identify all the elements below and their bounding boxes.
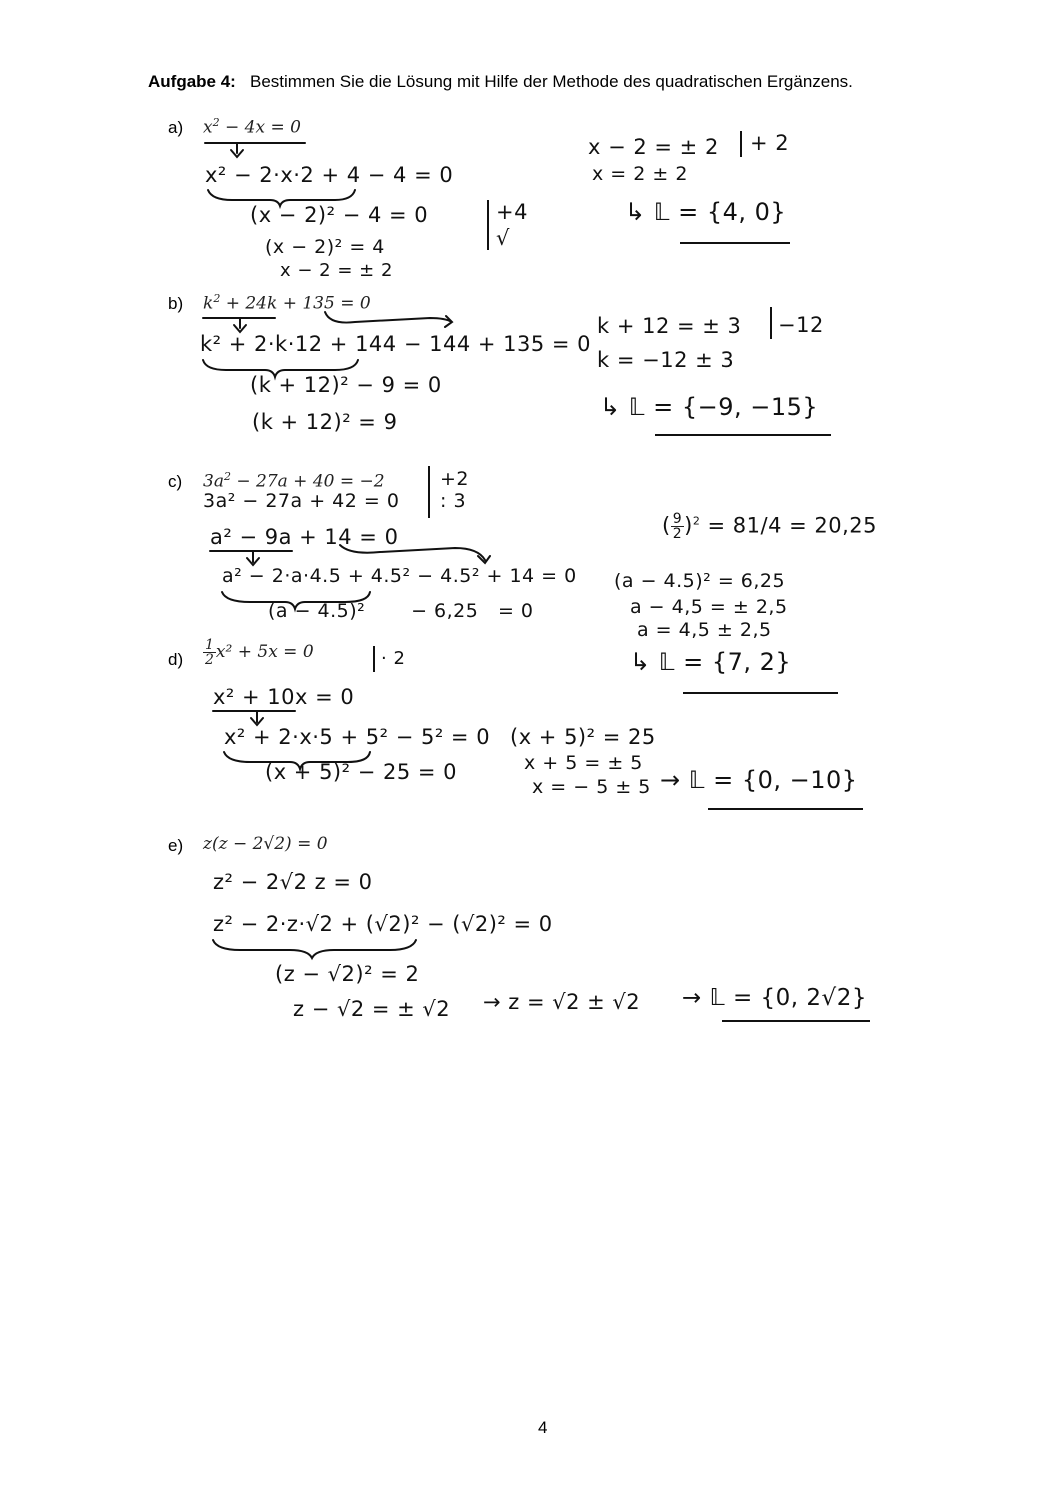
- b-right-1: k + 12 = ± 3: [597, 314, 742, 338]
- a-op-1: +4: [496, 200, 528, 224]
- task-label: Aufgabe 4:: [148, 72, 236, 91]
- c-op-1: +2: [440, 468, 470, 490]
- c-aside-num: 9: [672, 511, 683, 527]
- eq-c-rest: − 27a + 40 = −2: [230, 471, 385, 492]
- d-step-1: x² + 10x = 0: [213, 685, 355, 709]
- c-right-1: (a − 4.5)² = 6,25: [614, 570, 786, 592]
- c-step-4: (a − 4.5)² − 6,25 = 0: [268, 600, 534, 622]
- a-brace: [208, 190, 355, 206]
- d-right-3: x = − 5 ± 5: [532, 776, 651, 798]
- eq-c-base: 3a: [203, 471, 224, 492]
- b-step-1: k² + 2·k·12 + 144 − 144 + 135 = 0: [200, 332, 592, 356]
- c-aside: ( $\frac{9}{2}$ )$^2$ = 81/4 = 20,25: [662, 511, 878, 542]
- c-op-2: : 3: [440, 490, 467, 512]
- e-solution: → 𝕃 = {0, 2√2}: [682, 985, 867, 1011]
- a-right-1: x − 2 = ± 2: [588, 135, 719, 159]
- c-step-3: a² − 2·a·4.5 + 4.5² − 4.5² + 14 = 0: [222, 565, 577, 587]
- a-step-2: (x − 2)² − 4 = 0: [250, 203, 429, 227]
- c-right-2: a − 4,5 = ± 2,5: [630, 596, 788, 618]
- d-op: · 2: [381, 648, 406, 669]
- problem-e-label: e): [168, 836, 184, 855]
- a-step-3: (x − 2)² = 4: [265, 236, 385, 258]
- problem-a-equation: $x^2 - 4x = 0$: [203, 116, 301, 138]
- page-number: 4: [538, 1418, 548, 1437]
- e-step-4: z − √2 = ± √2: [293, 997, 451, 1021]
- problem-b-equation: $k^2 + 24k + 135 = 0$: [203, 292, 371, 314]
- b-solution: ↳ 𝕃 = {−9, −15}: [600, 393, 819, 421]
- e-brace: [213, 940, 416, 958]
- a-down-arrow: [231, 143, 243, 157]
- d-step-3: (x + 5)² − 25 = 0: [265, 760, 458, 784]
- e-step-2: z² − 2·z·√2 + (√2)² − (√2)² = 0: [213, 912, 553, 936]
- a-solution: ↳ 𝕃 = {4, 0}: [625, 198, 787, 226]
- c-step-1: 3a² − 27a + 42 = 0: [203, 490, 400, 512]
- d-frac-den: 2: [205, 652, 214, 668]
- b-brace: [203, 360, 358, 377]
- b-right-op: −12: [778, 313, 824, 337]
- a-right-op: + 2: [750, 131, 790, 155]
- d-step-2: x² + 2·x·5 + 5² − 5² = 0: [224, 725, 491, 749]
- c-step-2: a² − 9a + 14 = 0: [210, 525, 399, 549]
- problem-b-label: b): [168, 294, 184, 313]
- e-step-1: z² − 2√2 z = 0: [213, 870, 373, 894]
- b-curved-arrow: [325, 312, 452, 327]
- e-mid: → z = √2 ± √2: [483, 990, 641, 1014]
- problem-a-label: a): [168, 118, 184, 137]
- c-down-arrow: [247, 551, 259, 565]
- eq-a-rest: − 4x = 0: [219, 117, 301, 138]
- c-solution: ↳ 𝕃 = {7, 2}: [630, 648, 792, 676]
- d-solution: → 𝕃 = {0, −10}: [660, 766, 858, 794]
- problem-c-label: c): [168, 472, 183, 491]
- d-frac-num: 1: [205, 637, 214, 653]
- d-brace: [224, 752, 370, 769]
- c-brace: [222, 592, 370, 609]
- problem-c-equation: $3a^2 - 27a + 40 = -2$: [203, 470, 385, 492]
- e-step-3: (z − √2)² = 2: [275, 962, 420, 986]
- problem-d-label: d): [168, 650, 184, 669]
- a-step-4: x − 2 = ± 2: [280, 260, 393, 281]
- eq-a-base: x: [203, 117, 213, 138]
- d-right-2: x + 5 = ± 5: [524, 752, 643, 774]
- b-right-2: k = −12 ± 3: [597, 348, 735, 372]
- eq-d-rest: x² + 5x = 0: [215, 642, 314, 662]
- c-curved-arrow: [340, 545, 490, 563]
- task-text: Bestimmen Sie die Lösung mit Hilfe der Methode des quadratischen Ergänzens.: [250, 72, 853, 91]
- d-right-1: (x + 5)² = 25: [510, 725, 656, 749]
- problem-e-equation: z(z − 2√2) = 0: [203, 834, 328, 854]
- a-op-2: √: [496, 226, 510, 250]
- c-aside-rest: = 81/4 = 20,25: [707, 513, 878, 538]
- b-step-3: (k + 12)² = 9: [252, 410, 398, 434]
- a-right-2: x = 2 ± 2: [592, 163, 688, 185]
- eq-b-rest: + 24k + 135 = 0: [220, 293, 371, 314]
- c-right-3: a = 4,5 ± 2,5: [637, 619, 772, 641]
- b-down-arrow: [234, 318, 246, 332]
- a-step-1: x² − 2·x·2 + 4 − 4 = 0: [205, 163, 454, 187]
- eq-b-base: k: [203, 293, 214, 314]
- b-step-2: (k + 12)² − 9 = 0: [250, 373, 442, 397]
- d-down-arrow: [251, 711, 263, 725]
- c-aside-den: 2: [672, 526, 683, 542]
